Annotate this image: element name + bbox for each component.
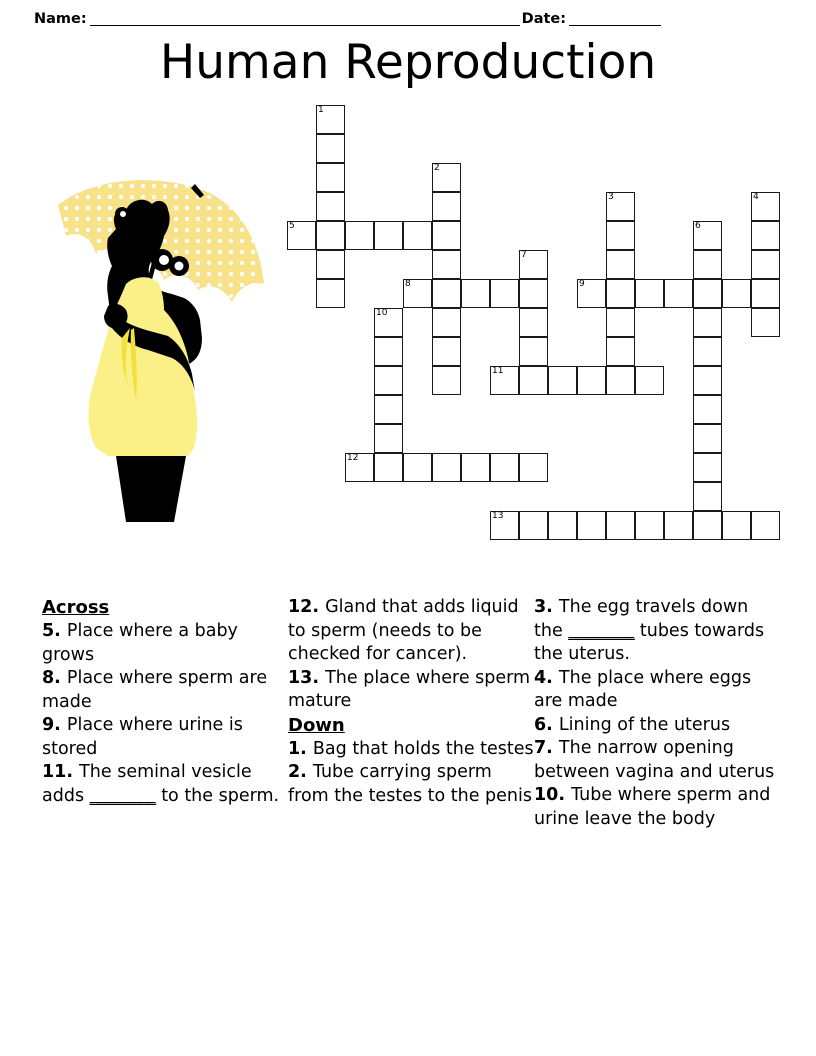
crossword-cell[interactable] — [345, 453, 374, 482]
clue-number: 11. — [42, 762, 80, 782]
clue-number: 3. — [534, 597, 559, 617]
crossword-cell[interactable] — [606, 511, 635, 540]
crossword-cell[interactable] — [751, 221, 780, 250]
crossword-cell[interactable] — [606, 337, 635, 366]
crossword-cell[interactable] — [693, 221, 722, 250]
date-blank-line[interactable] — [569, 11, 661, 26]
crossword-cell[interactable] — [722, 279, 751, 308]
crossword-cell[interactable] — [432, 337, 461, 366]
crossword-cell[interactable] — [432, 279, 461, 308]
crossword-cell[interactable] — [374, 395, 403, 424]
crossword-cell[interactable] — [316, 192, 345, 221]
clue-number: 4. — [534, 667, 559, 688]
clue-item: 9. Place where urine is stored — [42, 715, 243, 759]
woman-legs — [116, 456, 186, 522]
crossword-cell-number: 8 — [405, 279, 411, 289]
clue-number: 2. — [288, 762, 313, 782]
crossword-cell[interactable] — [693, 395, 722, 424]
crossword-cell[interactable] — [519, 453, 548, 482]
crossword-cell[interactable] — [577, 366, 606, 395]
crossword-cell[interactable] — [577, 511, 606, 540]
across-heading: Across — [42, 597, 110, 618]
clue-number: 12. — [288, 597, 326, 617]
date-label: Date: — [521, 11, 567, 27]
crossword-cell[interactable] — [519, 279, 548, 308]
crossword-cell-number: 11 — [492, 366, 504, 376]
clue-number: 6. — [534, 714, 559, 735]
clue-item: 13. The place where sperm mature — [288, 667, 531, 711]
crossword-cell[interactable] — [374, 221, 403, 250]
crossword-cell-number: 2 — [434, 163, 440, 173]
crossword-cell[interactable] — [606, 221, 635, 250]
crossword-cell[interactable] — [403, 221, 432, 250]
crossword-cell-number: 4 — [753, 192, 759, 202]
crossword-cell[interactable] — [635, 366, 664, 395]
crossword-cell[interactable] — [751, 192, 780, 221]
crossword-cell[interactable] — [606, 279, 635, 308]
crossword-cell[interactable] — [432, 366, 461, 395]
clue-number: 5. — [42, 621, 67, 641]
clue-item: 5. Place where a baby grows — [42, 621, 238, 665]
crossword-cell[interactable] — [548, 511, 577, 540]
clues-column-3 — [534, 596, 782, 831]
crossword-cell[interactable] — [751, 279, 780, 308]
crossword-cell[interactable] — [461, 279, 490, 308]
crossword-cell[interactable] — [374, 453, 403, 482]
crossword-cell[interactable] — [374, 366, 403, 395]
crossword-cell[interactable] — [316, 250, 345, 279]
clue-number: 8. — [42, 668, 67, 688]
crossword-cell[interactable] — [316, 163, 345, 192]
crossword-grid[interactable] — [287, 105, 787, 545]
down-heading: Down — [288, 714, 345, 736]
clue-item: 10. Tube where sperm and urine leave the body — [534, 785, 771, 829]
crossword-cell-number: 13 — [492, 511, 504, 521]
crossword-cell[interactable] — [316, 134, 345, 163]
clues-column-1 — [42, 596, 288, 808]
crossword-cell[interactable] — [316, 221, 345, 250]
clue-number: 9. — [42, 715, 67, 735]
crossword-cell[interactable] — [693, 511, 722, 540]
crossword-cell[interactable] — [548, 366, 577, 395]
crossword-cell[interactable] — [432, 221, 461, 250]
crossword-cell[interactable] — [693, 279, 722, 308]
crossword-cell[interactable] — [751, 250, 780, 279]
pregnant-woman-with-umbrella-illustration — [52, 172, 282, 527]
crossword-cell[interactable] — [693, 250, 722, 279]
crossword-cell[interactable] — [722, 511, 751, 540]
crossword-cell[interactable] — [635, 511, 664, 540]
crossword-cell[interactable] — [461, 453, 490, 482]
crossword-cell[interactable] — [432, 453, 461, 482]
crossword-cell[interactable] — [432, 163, 461, 192]
crossword-cell[interactable] — [635, 279, 664, 308]
name-label: Name: — [34, 11, 87, 27]
crossword-cell[interactable] — [577, 279, 606, 308]
crossword-cell[interactable] — [316, 279, 345, 308]
crossword-cell[interactable] — [693, 453, 722, 482]
crossword-cell[interactable] — [287, 221, 316, 250]
crossword-cell-number: 6 — [695, 221, 701, 231]
crossword-cell[interactable] — [664, 279, 693, 308]
page-title: Human Reproduction — [159, 35, 657, 90]
clue-item: 7. The narrow opening between vagina and uterus — [534, 738, 775, 782]
clue-blank: ________ — [568, 620, 635, 641]
clue-item: 3. The egg travels down the ________ tubes towards the uterus. — [534, 597, 765, 664]
crossword-cell[interactable] — [490, 453, 519, 482]
crossword-cell[interactable] — [693, 424, 722, 453]
crossword-cell[interactable] — [693, 366, 722, 395]
crossword-cell[interactable] — [519, 366, 548, 395]
name-blank-line[interactable] — [90, 11, 520, 26]
clue-number: 13. — [288, 667, 326, 688]
crossword-cell[interactable] — [490, 366, 519, 395]
crossword-cell[interactable] — [432, 308, 461, 337]
clues-section — [42, 596, 782, 831]
crossword-cell[interactable] — [374, 337, 403, 366]
clue-number: 10. — [534, 785, 572, 805]
clue-item: 1. Bag that holds the testes — [288, 738, 534, 759]
crossword-cell-number: 10 — [376, 308, 388, 318]
crossword-cell-number: 1 — [318, 105, 324, 115]
crossword-cell[interactable] — [751, 511, 780, 540]
clue-number: 7. — [534, 738, 559, 758]
crossword-cell-number: 12 — [347, 453, 359, 463]
crossword-cell[interactable] — [664, 511, 693, 540]
crossword-cell[interactable] — [693, 308, 722, 337]
crossword-cell[interactable] — [374, 308, 403, 337]
clue-item: 11. The seminal vesicle adds ________ to the sperm. — [42, 762, 280, 806]
crossword-cell[interactable] — [606, 366, 635, 395]
clue-number: 1. — [288, 738, 313, 759]
crossword-cell[interactable] — [519, 337, 548, 366]
clue-item: 2. Tube carrying sperm from the testes to the penis — [288, 762, 532, 806]
crossword-cell[interactable] — [606, 250, 635, 279]
crossword-cell[interactable] — [316, 105, 345, 134]
crossword-cell[interactable] — [432, 192, 461, 221]
crossword-cell[interactable] — [490, 511, 519, 540]
clue-item: 8. Place where sperm are made — [42, 668, 268, 712]
clue-item: 12. Gland that adds liquid to sperm (needs to be checked for cancer). — [288, 597, 519, 664]
crossword-cell-number: 5 — [289, 221, 295, 231]
clue-item: 6. Lining of the uterus — [534, 714, 731, 735]
crossword-cell[interactable] — [606, 308, 635, 337]
crossword-cell[interactable] — [519, 511, 548, 540]
worksheet-header — [0, 0, 816, 28]
crossword-cell[interactable] — [519, 308, 548, 337]
crossword-cell-number: 7 — [521, 250, 527, 260]
clues-column-2 — [288, 596, 534, 808]
crossword-cell[interactable] — [374, 424, 403, 453]
crossword-cell[interactable] — [606, 192, 635, 221]
crossword-cell[interactable] — [345, 221, 374, 250]
crossword-cell[interactable] — [693, 337, 722, 366]
crossword-cell[interactable] — [403, 453, 432, 482]
crossword-cell[interactable] — [490, 279, 519, 308]
clue-item: 4. The place where eggs are made — [534, 667, 752, 711]
clue-blank: ________ — [89, 785, 156, 806]
crossword-cell-number: 9 — [579, 279, 585, 289]
crossword-cell[interactable] — [432, 250, 461, 279]
crossword-cell[interactable] — [693, 482, 722, 511]
crossword-cell[interactable] — [403, 279, 432, 308]
crossword-cell[interactable] — [751, 308, 780, 337]
crossword-cell-number: 3 — [608, 192, 614, 202]
crossword-cell[interactable] — [519, 250, 548, 279]
